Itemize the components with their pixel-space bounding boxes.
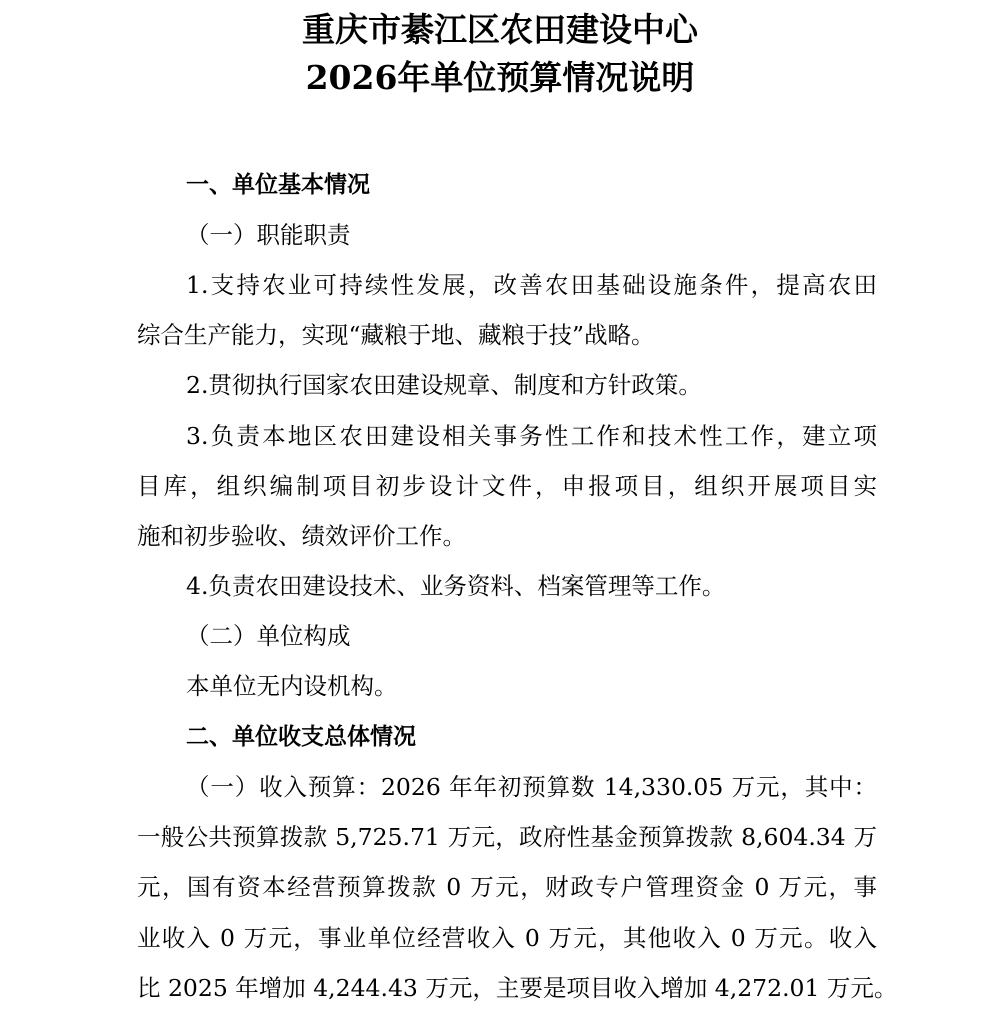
income-budget-line: 业收入 0 万元，事业单位经营收入 0 万元，其他收入 0 万元。收入 xyxy=(137,924,877,952)
paragraph-line: 4.负责农田建设技术、业务资料、档案管理等工作。 xyxy=(186,572,726,600)
section2-heading: 二、单位收支总体情况 xyxy=(186,724,416,750)
section1-sub1-heading: （一）职能职责 xyxy=(186,221,351,249)
section1-sub2-heading: （二）单位构成 xyxy=(186,622,351,650)
income-budget-line: （一）收入预算：2026 年年初预算数 14,330.05 万元，其中： xyxy=(186,773,877,801)
paragraph-line: 施和初步验收、绩效评价工作。 xyxy=(137,522,466,550)
document-title-line2: 2026年单位预算情况说明 xyxy=(305,58,695,97)
document-title-line1: 重庆市綦江区农田建设中心 xyxy=(302,10,698,49)
unit-composition-text: 本单位无内设机构。 xyxy=(186,672,398,700)
paragraph-line: 1.支持农业可持续性发展，改善农田基础设施条件，提高农田 xyxy=(186,271,877,299)
income-budget-line: 比 2025 年增加 4,244.43 万元，主要是项目收入增加 4,272.01 万元。 xyxy=(137,974,898,1002)
paragraph-line: 综合生产能力，实现“藏粮于地、藏粮于技”战略。 xyxy=(137,321,655,349)
paragraph-line: 目库，组织编制项目初步设计文件，申报项目，组织开展项目实 xyxy=(137,472,877,500)
income-budget-line: 一般公共预算拨款 5,725.71 万元，政府性基金预算拨款 8,604.34 万 xyxy=(137,823,877,851)
paragraph-line: 3.负责本地区农田建设相关事务性工作和技术性工作，建立项 xyxy=(186,422,877,450)
section1-heading: 一、单位基本情况 xyxy=(186,172,370,198)
income-budget-line: 元，国有资本经营预算拨款 0 万元，财政专户管理资金 0 万元，事 xyxy=(137,873,877,901)
paragraph-line: 2.贯彻执行国家农田建设规章、制度和方针政策。 xyxy=(186,371,702,399)
